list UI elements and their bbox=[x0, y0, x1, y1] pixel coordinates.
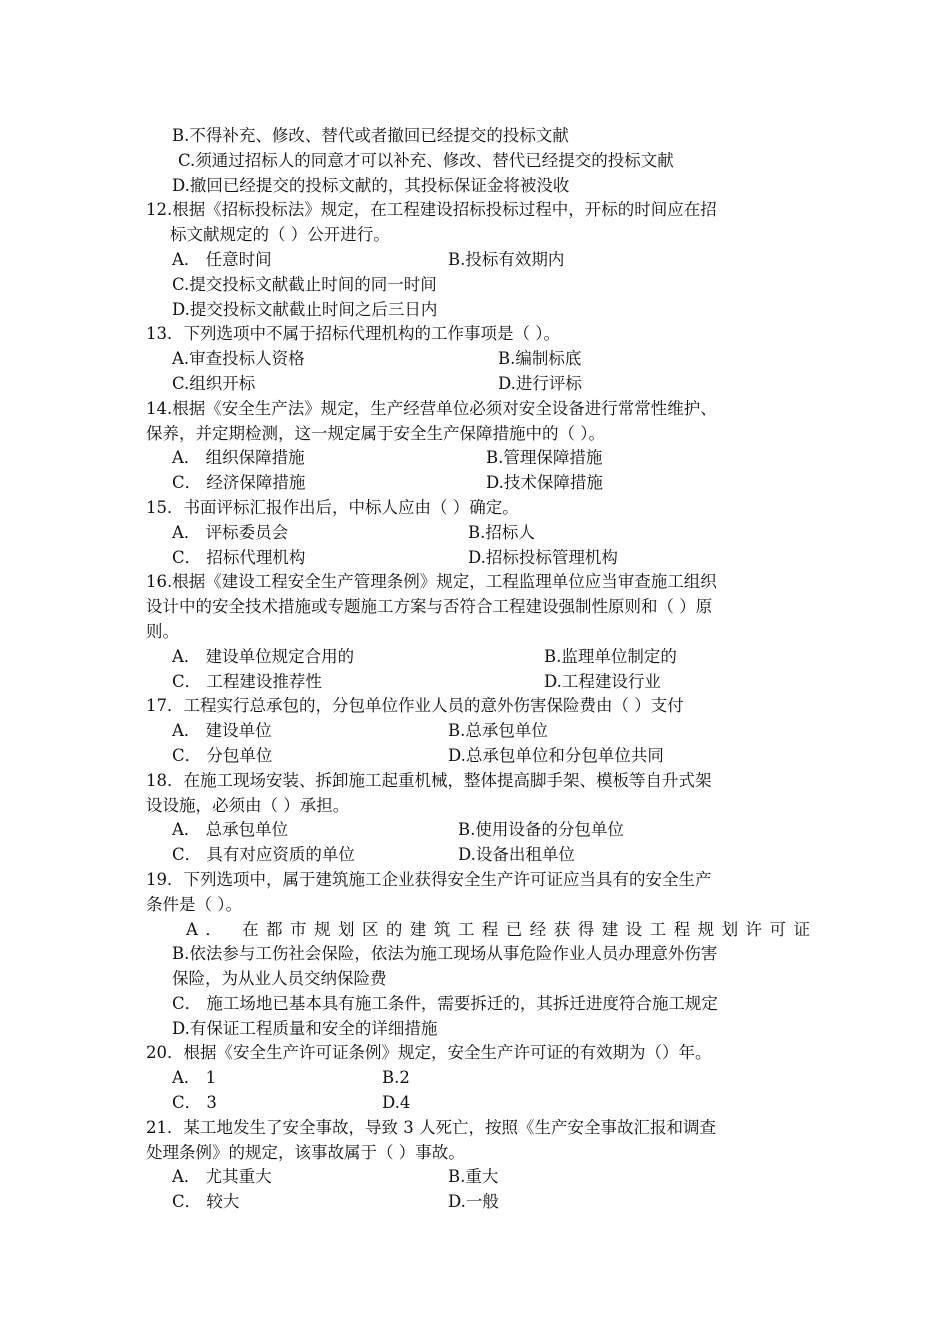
q19-option-b-line2: 保险，为从业人员交纳保险费 bbox=[172, 969, 387, 989]
q19-option-d: D.有保证工程质量和安全的详细措施 bbox=[172, 1018, 438, 1038]
q16-stem-line1: 16.根据《建设工程安全生产管理条例》规定，工程监理单位应当审查施工组织 bbox=[146, 572, 717, 592]
q21-option-c: C． 较大 bbox=[172, 1192, 240, 1212]
q18-option-a: A． 总承包单位 bbox=[172, 820, 289, 840]
q11-option-d: D.撤回已经提交的投标文献的，其投标保证金将被没收 bbox=[172, 175, 570, 195]
q12-option-b: B.投标有效期内 bbox=[448, 249, 565, 269]
q15-option-c: C． 招标代理机构 bbox=[172, 547, 306, 567]
q17-option-a: A． 建设单位 bbox=[172, 721, 272, 741]
q15-option-a: A． 评标委员会 bbox=[172, 522, 289, 542]
q12-stem-line2: 标文献规定的（ ）公开进行。 bbox=[170, 225, 390, 245]
q20-option-a: A． 1 bbox=[172, 1068, 217, 1088]
q14-option-c: C． 经济保障措施 bbox=[172, 473, 306, 493]
q21-options-cd bbox=[146, 1190, 810, 1215]
q17-option-b: B.总承包单位 bbox=[448, 721, 548, 741]
q16-option-c: C． 工程建设推荐性 bbox=[172, 671, 322, 691]
question-list bbox=[146, 124, 810, 1215]
q15-stem: 15．书面评标汇报作出后，中标人应由（ ）确定。 bbox=[146, 497, 519, 517]
q18-option-b: B.使用设备的分包单位 bbox=[458, 820, 624, 840]
q13-options-cd bbox=[146, 372, 810, 397]
q12-option-a: A． 任意时间 bbox=[172, 249, 272, 269]
q14-stem-line2: 保养，并定期检测，这一规定属于安全生产保障措施中的（ ）。 bbox=[146, 423, 605, 443]
q16-option-b: B.监理单位制定的 bbox=[544, 646, 677, 666]
q21-option-a: A． 尤其重大 bbox=[172, 1167, 272, 1187]
q20-option-d: D.4 bbox=[382, 1093, 411, 1113]
q15-option-b: B.招标人 bbox=[468, 522, 535, 542]
q13-option-c: C.组织开标 bbox=[172, 373, 256, 393]
q18-stem-line2: 设设施，必须由（ ）承担。 bbox=[146, 795, 350, 815]
q17-option-d: D.总承包单位和分包单位共同 bbox=[448, 745, 664, 765]
q14-options-cd bbox=[146, 471, 810, 496]
q14-option-b: B.管理保障措施 bbox=[486, 448, 603, 468]
q19-option-b-line1: B.依法参与工伤社会保险，依法为施工现场从事危险作业人员办理意外伤害 bbox=[172, 944, 718, 964]
q21-options-ab bbox=[146, 1165, 810, 1190]
q12-option-c: C.提交投标文献截止时间的同一时间 bbox=[172, 274, 437, 294]
q13-stem: 13．下列选项中不属于招标代理机构的工作事项是（ ）。 bbox=[146, 324, 560, 344]
q13-options-ab bbox=[146, 347, 810, 372]
q20-stem: 20．根据《安全生产许可证条例》规定，安全生产许可证的有效期为（）年。 bbox=[146, 1043, 712, 1063]
q19-option-c: C． 施工场地已基本具有施工条件，需要拆迁的，其拆迁进度符合施工规定 bbox=[172, 993, 718, 1013]
q20-options-ab bbox=[146, 1066, 810, 1091]
q17-option-c: C． 分包单位 bbox=[172, 745, 273, 765]
q18-stem-line1: 18．在施工现场安装、拆卸施工起重机械，整体提高脚手架、模板等自升式架 bbox=[146, 770, 712, 790]
q18-option-d: D.设备出租单位 bbox=[458, 845, 575, 865]
q19-option-a: A． 在都市规划区的建筑工程已经获得建设工程规划许可证 bbox=[186, 919, 810, 939]
q14-option-a: A． 组织保障措施 bbox=[172, 448, 305, 468]
q12-options-ab bbox=[146, 248, 810, 273]
q17-options-ab bbox=[146, 719, 810, 744]
q12-stem-line1: 12.根据《招标投标法》规定，在工程建设招标投标过程中，开标的时间应在招 bbox=[146, 200, 717, 220]
q20-options-cd bbox=[146, 1091, 810, 1116]
q20-option-c: C． 3 bbox=[172, 1093, 217, 1113]
q19-stem-line1: 19．下列选项中，属于建筑施工企业获得安全生产许可证应当具有的安全生产 bbox=[146, 869, 712, 889]
q17-options-cd bbox=[146, 744, 810, 769]
q18-option-c: C． 具有对应资质的单位 bbox=[172, 845, 355, 865]
q21-stem-line1: 21．某工地发生了安全事故，导致 3 人死亡，按照《生产安全事故汇报和调查 bbox=[146, 1117, 716, 1137]
q18-options-cd bbox=[146, 843, 810, 868]
q14-option-d: D.技术保障措施 bbox=[486, 473, 603, 493]
q16-option-a: A． 建设单位规定合用的 bbox=[172, 646, 355, 666]
q15-options-cd bbox=[146, 546, 810, 571]
q15-option-d: D.招标投标管理机构 bbox=[468, 547, 618, 567]
q19-stem-line2: 条件是（ ）。 bbox=[146, 894, 242, 914]
q14-options-ab bbox=[146, 446, 810, 471]
q12-option-d: D.提交投标文献截止时间之后三日内 bbox=[172, 299, 438, 319]
q16-options-ab bbox=[146, 645, 810, 670]
q16-option-d: D.工程建设行业 bbox=[544, 671, 661, 691]
q21-stem-line2: 处理条例》的规定，该事故属于（ ）事故。 bbox=[146, 1142, 465, 1162]
q18-options-ab bbox=[146, 818, 810, 843]
q14-stem-line1: 14.根据《安全生产法》规定，生产经营单位必须对安全设备进行常常性维护、 bbox=[146, 398, 717, 418]
q21-option-d: D.一般 bbox=[448, 1192, 499, 1212]
q16-stem-line2: 设计中的安全技术措施或专题施工方案与否符合工程建设强制性原则和（ ）原 bbox=[146, 597, 713, 617]
q15-options-ab bbox=[146, 521, 810, 546]
q16-options-cd bbox=[146, 670, 810, 695]
q11-option-c: C.须通过招标人的同意才可以补充、修改、替代已经提交的投标文献 bbox=[178, 150, 674, 170]
q21-option-b: B.重大 bbox=[448, 1167, 499, 1187]
q13-option-b: B.编制标底 bbox=[498, 349, 582, 369]
q16-stem-line3: 则。 bbox=[146, 621, 179, 641]
q13-option-d: D.进行评标 bbox=[498, 373, 582, 393]
q11-option-b: B.不得补充、修改、替代或者撤回已经提交的投标文献 bbox=[172, 126, 569, 145]
q13-option-a: A.审查投标人资格 bbox=[172, 349, 305, 369]
q17-stem: 17．工程实行总承包的，分包单位作业人员的意外伤害保险费由（ ）支付 bbox=[146, 696, 684, 716]
q20-option-b: B.2 bbox=[382, 1068, 410, 1088]
